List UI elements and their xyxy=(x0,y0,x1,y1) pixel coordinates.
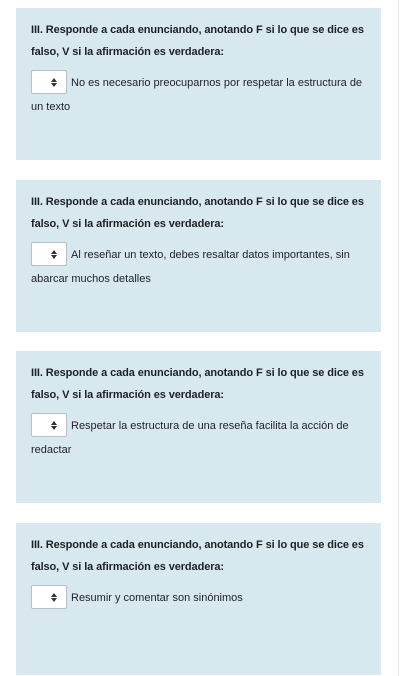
question-body xyxy=(31,586,367,610)
question-card-3 xyxy=(16,351,381,503)
statement-text: No es necesario preocuparnos por respetar la estructura de un texto xyxy=(31,77,363,113)
true-false-select[interactable] xyxy=(31,242,67,266)
statement-text: Resumir y comentar son sinónimos xyxy=(71,592,243,604)
sort-arrows-icon xyxy=(51,592,57,604)
question-body xyxy=(31,414,367,462)
question-card-1 xyxy=(16,8,381,160)
question-body xyxy=(31,243,367,291)
question-card-4 xyxy=(16,523,381,675)
question-title: III. Responde a cada enunciando, anotando F si lo que se dice es falso, V si la afirmación es verdadera: xyxy=(31,24,364,58)
true-false-select[interactable] xyxy=(31,585,67,609)
true-false-select[interactable] xyxy=(31,413,67,437)
true-false-select[interactable] xyxy=(31,70,67,94)
question-card-2 xyxy=(16,180,381,332)
question-title: III. Responde a cada enunciando, anotando F si lo que se dice es falso, V si la afirmación es verdadera: xyxy=(31,539,364,573)
sort-arrows-icon xyxy=(51,249,57,261)
statement-text: Al reseñar un texto, debes resaltar datos importantes, sin abarcar muchos detalles xyxy=(31,249,350,285)
page-right-border xyxy=(398,0,399,676)
sort-arrows-icon xyxy=(51,77,57,89)
statement-text: Respetar la estructura de una reseña facilita la acción de redactar xyxy=(31,420,349,456)
sort-arrows-icon xyxy=(51,420,57,432)
question-title: III. Responde a cada enunciando, anotando F si lo que se dice es falso, V si la afirmación es verdadera: xyxy=(31,196,364,230)
question-title: III. Responde a cada enunciando, anotando F si lo que se dice es falso, V si la afirmación es verdadera: xyxy=(31,367,364,401)
question-body xyxy=(31,71,367,119)
